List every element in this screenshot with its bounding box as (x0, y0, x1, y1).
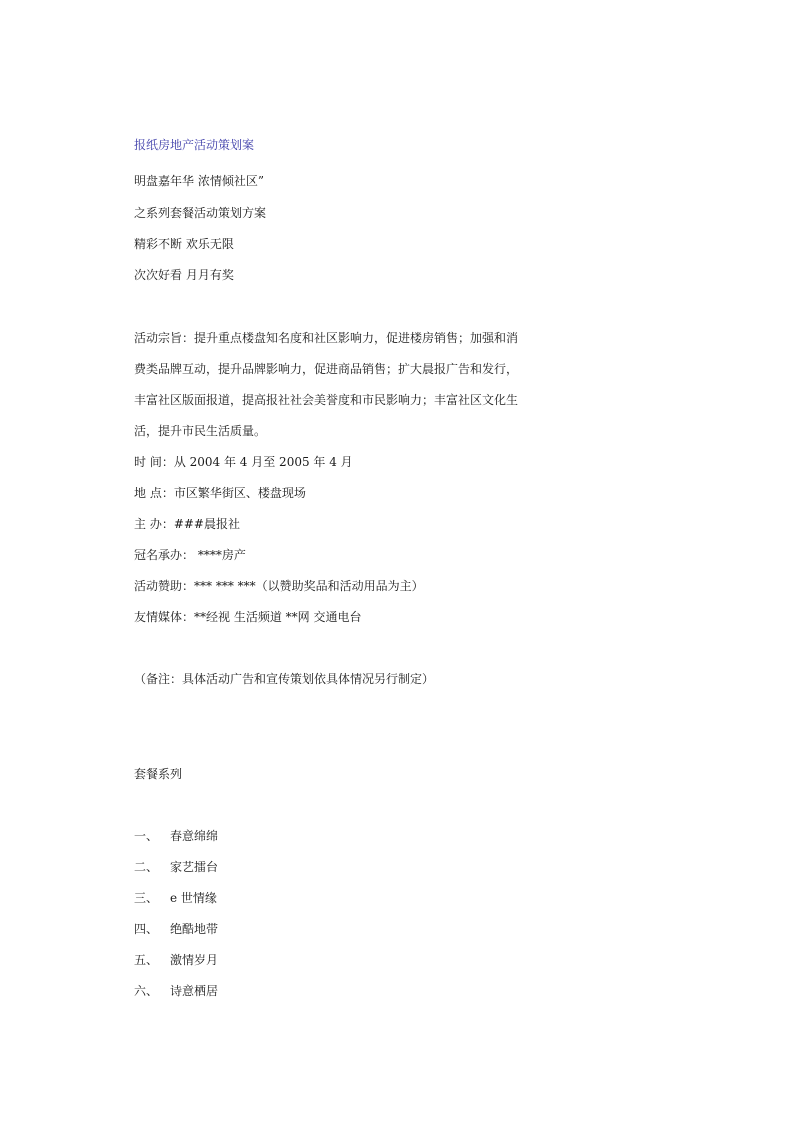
detail-title-sponsor: 冠名承办： ****房产 (134, 548, 246, 562)
series-item-name: e 世情缘 (170, 891, 217, 905)
series-item-number: 五、 (134, 953, 159, 967)
series-item-name: 家艺擂台 (170, 860, 219, 874)
note: （备注：具体活动广告和宣传策划依具体情况另行制定） (134, 672, 435, 686)
series-item-number: 六、 (134, 984, 159, 998)
intro-line-4: 次次好看 月月有奖 (134, 268, 234, 282)
purpose-line-3: 丰富社区版面报道，提高报社社会美誉度和市民影响力；丰富社区文化生 (134, 393, 519, 407)
series-item-number: 一、 (134, 829, 159, 843)
series-item-name: 诗意栖居 (170, 984, 219, 998)
purpose-line-1: 活动宗旨：提升重点楼盘知名度和社区影响力，促进楼房销售；加强和消 (134, 331, 519, 345)
intro-line-1: 明盘嘉年华 浓情倾社区” (134, 174, 264, 188)
detail-time: 时 间：从 2004 年 4 月至 2005 年 4 月 (134, 455, 353, 469)
series-item (134, 828, 218, 844)
series-item-number: 二、 (134, 860, 159, 874)
series-item (134, 952, 218, 968)
series-item-number: 三、 (134, 891, 159, 905)
series-heading: 套餐系列 (134, 767, 183, 781)
intro-line-3: 精彩不断 欢乐无限 (134, 237, 234, 251)
series-item-name: 春意绵绵 (170, 829, 219, 843)
intro-line-2: 之系列套餐活动策划方案 (134, 206, 267, 220)
detail-sponsors: 活动赞助：*** *** ***（以赞助奖品和活动用品为主） (134, 579, 424, 593)
detail-location: 地 点：市区繁华街区、楼盘现场 (134, 486, 306, 500)
purpose-line-4: 活，提升市民生活质量。 (134, 424, 267, 438)
series-item (134, 983, 218, 999)
detail-media: 友情媒体：**经视 生活频道 **网 交通电台 (134, 610, 362, 624)
detail-organizer: 主 办：###晨报社 (134, 517, 240, 531)
series-item (134, 859, 218, 875)
series-item (134, 890, 217, 906)
series-item-name: 激情岁月 (170, 953, 219, 967)
series-item-name: 绝酷地带 (170, 922, 219, 936)
series-item (134, 921, 218, 937)
purpose-line-2: 费类品牌互动，提升品牌影响力，促进商品销售；扩大晨报广告和发行， (134, 362, 519, 376)
series-item-number: 四、 (134, 922, 159, 936)
title-link[interactable]: 报纸房地产活动策划案 (134, 138, 255, 152)
